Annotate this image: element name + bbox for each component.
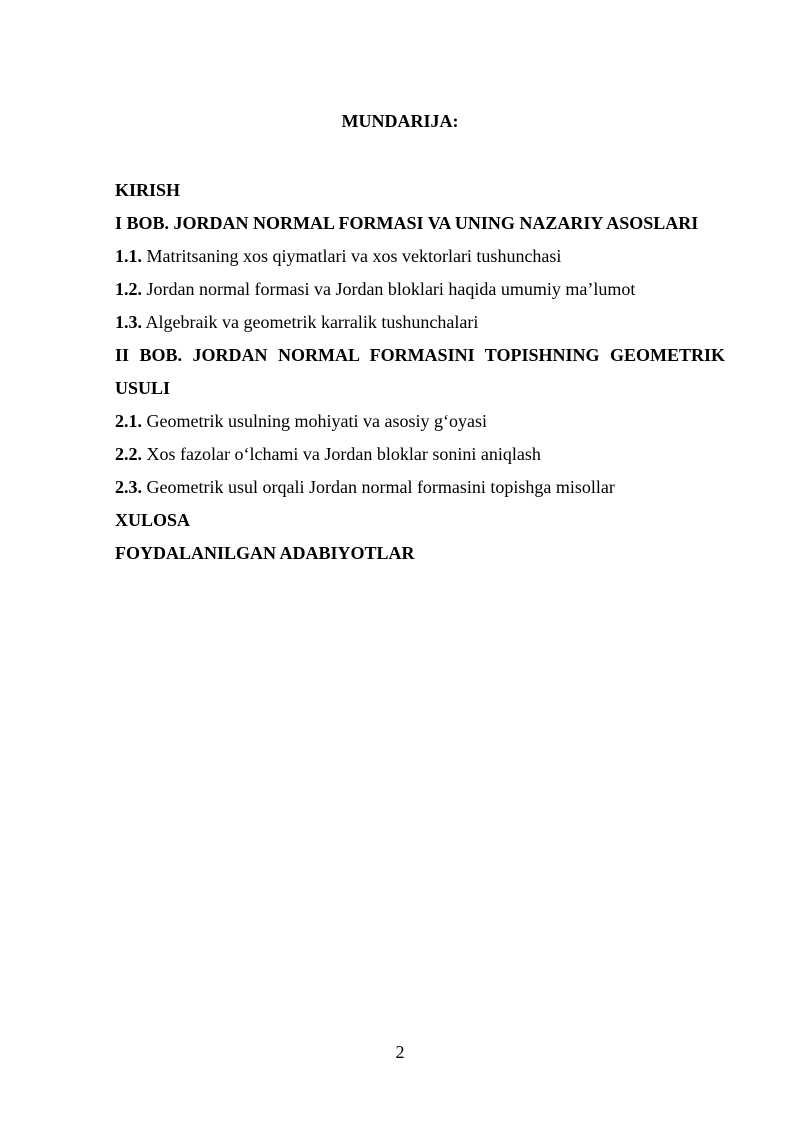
toc-item-2-1	[115, 405, 725, 438]
toc-item-number: 1.2.	[115, 279, 142, 299]
toc-item-text: Jordan normal formasi va Jordan bloklari haqida umumiy ma’lumot	[142, 279, 636, 299]
toc-references: FOYDALANILGAN ADABIYOTLAR	[115, 543, 415, 563]
toc-item-number: 1.1.	[115, 246, 142, 266]
toc-item-1-3	[115, 306, 725, 339]
toc-item-text: Geometrik usul orqali Jordan normal formasini topishga misollar	[142, 477, 615, 497]
table-of-contents	[115, 174, 725, 570]
toc-item-2-3	[115, 471, 725, 504]
toc-title: MUNDARIJA:	[341, 111, 459, 131]
toc-conclusion: XULOSA	[115, 510, 191, 530]
toc-item-text: Xos fazolar o‘lchami va Jordan bloklar sonini aniqlash	[142, 444, 541, 464]
toc-item-number: 1.3.	[115, 312, 142, 332]
toc-item-text: Algebraik va geometrik karralik tushunchalari	[142, 312, 479, 332]
toc-item-2-2	[115, 438, 725, 471]
toc-intro: KIRISH	[115, 180, 181, 200]
page-number: 2	[395, 1042, 405, 1062]
toc-item-number: 2.2.	[115, 444, 142, 464]
toc-item-1-2	[115, 273, 725, 306]
toc-chapter-2-line-1: II BOB. JORDAN NORMAL FORMASINI TOPISHNING GEOMETRIK	[115, 345, 725, 365]
toc-item-1-1	[115, 240, 725, 273]
toc-item-number: 2.3.	[115, 477, 142, 497]
toc-item-text: Geometrik usulning mohiyati va asosiy g‘oyasi	[142, 411, 487, 431]
toc-chapter-1: I BOB. JORDAN NORMAL FORMASI VA UNING NAZARIY ASOSLARI	[115, 213, 699, 233]
toc-item-number: 2.1.	[115, 411, 142, 431]
toc-chapter-2-line-2: USULI	[115, 378, 171, 398]
toc-item-text: Matritsaning xos qiymatlari va xos vektorlari tushunchasi	[142, 246, 562, 266]
